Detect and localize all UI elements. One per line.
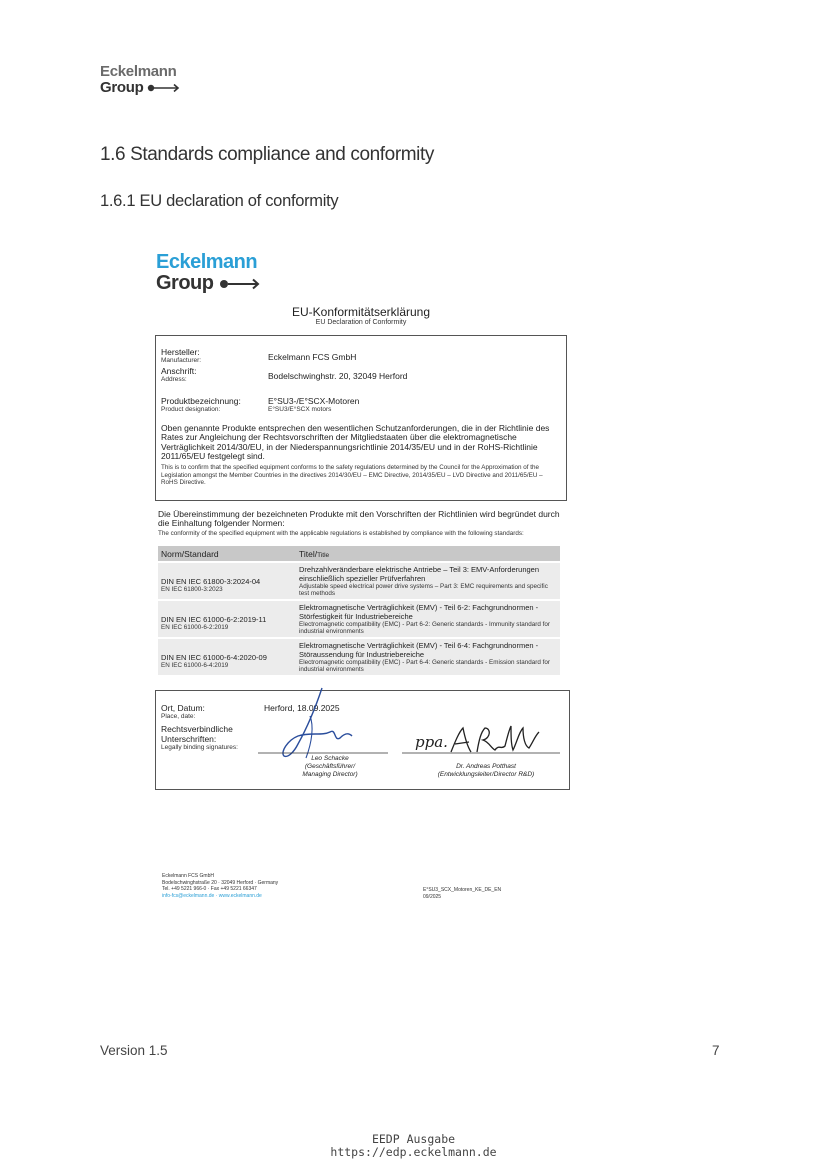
field-value-en: E°SU3/E°SCX motors bbox=[268, 406, 332, 413]
norm-cell bbox=[158, 600, 296, 638]
certificate-subtitle: EU Declaration of Conformity bbox=[315, 319, 407, 326]
certificate-logo bbox=[156, 252, 261, 294]
norm-value-en: EN IEC 61000-6-4:2019 bbox=[161, 662, 229, 669]
signer-1-role-en: Managing Director) bbox=[302, 771, 358, 778]
signer-2-role: (Entwicklungsleiter/Director R&D) bbox=[437, 771, 535, 778]
title-en: Adjustable speed electrical power drive systems – Part 3: EMC requirements and specific test methods bbox=[299, 583, 548, 597]
eedp-title: EEDP Ausgabe bbox=[371, 1132, 456, 1146]
signer-1-name: Leo Schacke bbox=[311, 755, 349, 762]
statement-en: This is to confirm that the specified equipment conforms to the safety regulations determined by the Council for the Approximation of the Legislation amongst the Member Countries in the directives 2014/30/EU – EMC Directive, 2014/35/EU – LVD Directive and 2011/65/EU – RoHS Directive. bbox=[161, 464, 543, 486]
field-label-en: Address: bbox=[161, 376, 187, 383]
signer-2-line bbox=[402, 752, 560, 755]
footer-address: Bodelschwinghstraße 20 · 32049 Herford · Germany bbox=[162, 879, 279, 886]
certificate-logo-line2: Group bbox=[156, 272, 214, 294]
norm-value: DIN EN IEC 61800-3:2024-04 bbox=[161, 577, 261, 586]
place-date bbox=[161, 703, 205, 720]
header-logo-line2: Group bbox=[100, 79, 144, 96]
place-value: Herford, 18.09.2025 bbox=[264, 703, 340, 713]
norm-value-en: EN IEC 61000-6-2:2019 bbox=[161, 624, 229, 631]
norm-value-en: EN IEC 61800-3:2023 bbox=[161, 586, 223, 593]
field-label-en: Manufacturer: bbox=[161, 357, 202, 364]
title-cell bbox=[296, 562, 560, 600]
column-header-title-label: Titel/ bbox=[299, 548, 318, 559]
header-logo-line1: Eckelmann bbox=[100, 63, 177, 80]
signatures-label-en: Legally binding signatures: bbox=[161, 744, 238, 751]
column-header-norm-label: Norm/Standard bbox=[161, 548, 219, 559]
signer-2-prefix: ppa. bbox=[415, 733, 448, 751]
standards-table bbox=[158, 546, 560, 675]
field-product bbox=[161, 396, 241, 413]
place-label: Ort, Datum: bbox=[161, 703, 205, 713]
title-en: Electromagnetic compatibility (EMC) - Part 6-4: Generic standards - Emission standard for industrial environments bbox=[299, 659, 550, 673]
section-title: 1.6 Standards compliance and conformity bbox=[100, 144, 434, 165]
statement-de: Oben genannte Produkte entsprechen den wesentlichen Schutzanforderungen, die in der Richtlinie des Rates zur Angleichung der Rechtsvorschriften der Mitgliedstaaten über die elektromagnetische Verträglichkeit 2014/30/EU, in der Niederspannungsrichtlinie 2014/35/EU und in der RoHS-Richtlinie 2011/65/EU festgelegt sind. bbox=[161, 423, 550, 461]
signer-1-role-de: (Geschäftsführer/ bbox=[304, 763, 356, 770]
norm-value: DIN EN IEC 61000-6-4:2020-09 bbox=[161, 653, 267, 662]
title-de: Drehzahlveränderbare elektrische Antriebe – Teil 3: EMV-Anforderungen einschließlich spezieller Prüfverfahren bbox=[299, 565, 539, 583]
header-logo bbox=[100, 64, 181, 96]
title-cell bbox=[296, 638, 560, 675]
field-value: Eckelmann FCS GmbH bbox=[268, 352, 357, 362]
eedp-link[interactable]: https://edp.eckelmann.de bbox=[330, 1145, 497, 1159]
footer-company: Eckelmann FCS GmbH bbox=[162, 873, 214, 879]
title-en: Electromagnetic compatibility (EMC) - Part 6-2: Generic standards - Immunity standard for industrial environments bbox=[299, 621, 550, 635]
version-label: Version 1.5 bbox=[100, 1043, 168, 1058]
title-cell bbox=[296, 600, 560, 638]
certificate-footer-docid bbox=[423, 887, 501, 900]
field-value: E°SU3-/E°SCX-Motoren bbox=[268, 396, 360, 406]
subsection-title: 1.6.1 EU declaration of conformity bbox=[100, 192, 339, 210]
norm-value: DIN EN IEC 61000-6-2:2019-11 bbox=[161, 615, 267, 624]
field-product-value bbox=[268, 396, 359, 413]
column-header-title bbox=[296, 546, 560, 562]
footer-doc-id: E°SU3_SCX_Motoren_KE_DE_EN bbox=[423, 887, 502, 893]
arrow-icon bbox=[219, 278, 261, 290]
footer-phone: Tel. +49 5221 966-0 · Fax +49 5221 66347 bbox=[162, 886, 257, 892]
table-row bbox=[158, 638, 560, 675]
signer-2 bbox=[416, 763, 556, 779]
signatures-label-text: Rechtsverbindliche Unterschriften: bbox=[161, 724, 233, 744]
signatures-label bbox=[161, 724, 261, 751]
certificate-title: EU-Konformitätserklärung bbox=[291, 305, 431, 319]
field-address bbox=[161, 366, 196, 383]
field-label-en: Product designation: bbox=[161, 406, 221, 413]
field-label: Hersteller: bbox=[161, 347, 200, 357]
standards-intro-de: Die Übereinstimmung der bezeichneten Produkte mit den Vorschriften der Richtlinien wird begründet durch die Einhaltung folgender Normen: bbox=[158, 509, 560, 529]
eedp-footer bbox=[0, 1133, 827, 1159]
column-header-norm bbox=[158, 546, 296, 562]
certificate-footer-address bbox=[162, 873, 278, 899]
signer-1 bbox=[282, 755, 378, 779]
norm-cell bbox=[158, 638, 296, 675]
table-header-row bbox=[158, 546, 560, 562]
column-header-title-small: Title bbox=[317, 551, 330, 559]
standards-intro-en: The conformity of the specified equipment with the applicable regulations is established by compliance with the following standards: bbox=[158, 530, 524, 537]
field-manufacturer bbox=[161, 347, 201, 364]
certificate-logo-line1: Eckelmann bbox=[156, 251, 258, 273]
field-value: Bodelschwinghstr. 20, 32049 Herford bbox=[268, 371, 408, 381]
page-number: 7 bbox=[712, 1043, 720, 1058]
signer-2-name: Dr. Andreas Potthast bbox=[456, 763, 516, 770]
footer-doc-date: 09/2025 bbox=[423, 893, 442, 900]
field-label: Produktbezeichnung: bbox=[161, 396, 241, 406]
place-label-en: Place, date: bbox=[161, 713, 196, 720]
norm-cell bbox=[158, 562, 296, 600]
arrow-icon bbox=[147, 83, 181, 93]
table-row bbox=[158, 600, 560, 638]
field-label: Anschrift: bbox=[161, 366, 197, 376]
footer-links[interactable]: info-fcs@eckelmann.de · www.eckelmann.de bbox=[162, 892, 262, 899]
table-row bbox=[158, 562, 560, 600]
title-de: Elektromagnetische Verträglichkeit (EMV) - Teil 6-4: Fachgrundnormen - Störaussendung für Industriebereiche bbox=[299, 641, 539, 659]
title-de: Elektromagnetische Verträglichkeit (EMV) - Teil 6-2: Fachgrundnormen - Störfestigkeit für Industriebereiche bbox=[299, 603, 539, 621]
